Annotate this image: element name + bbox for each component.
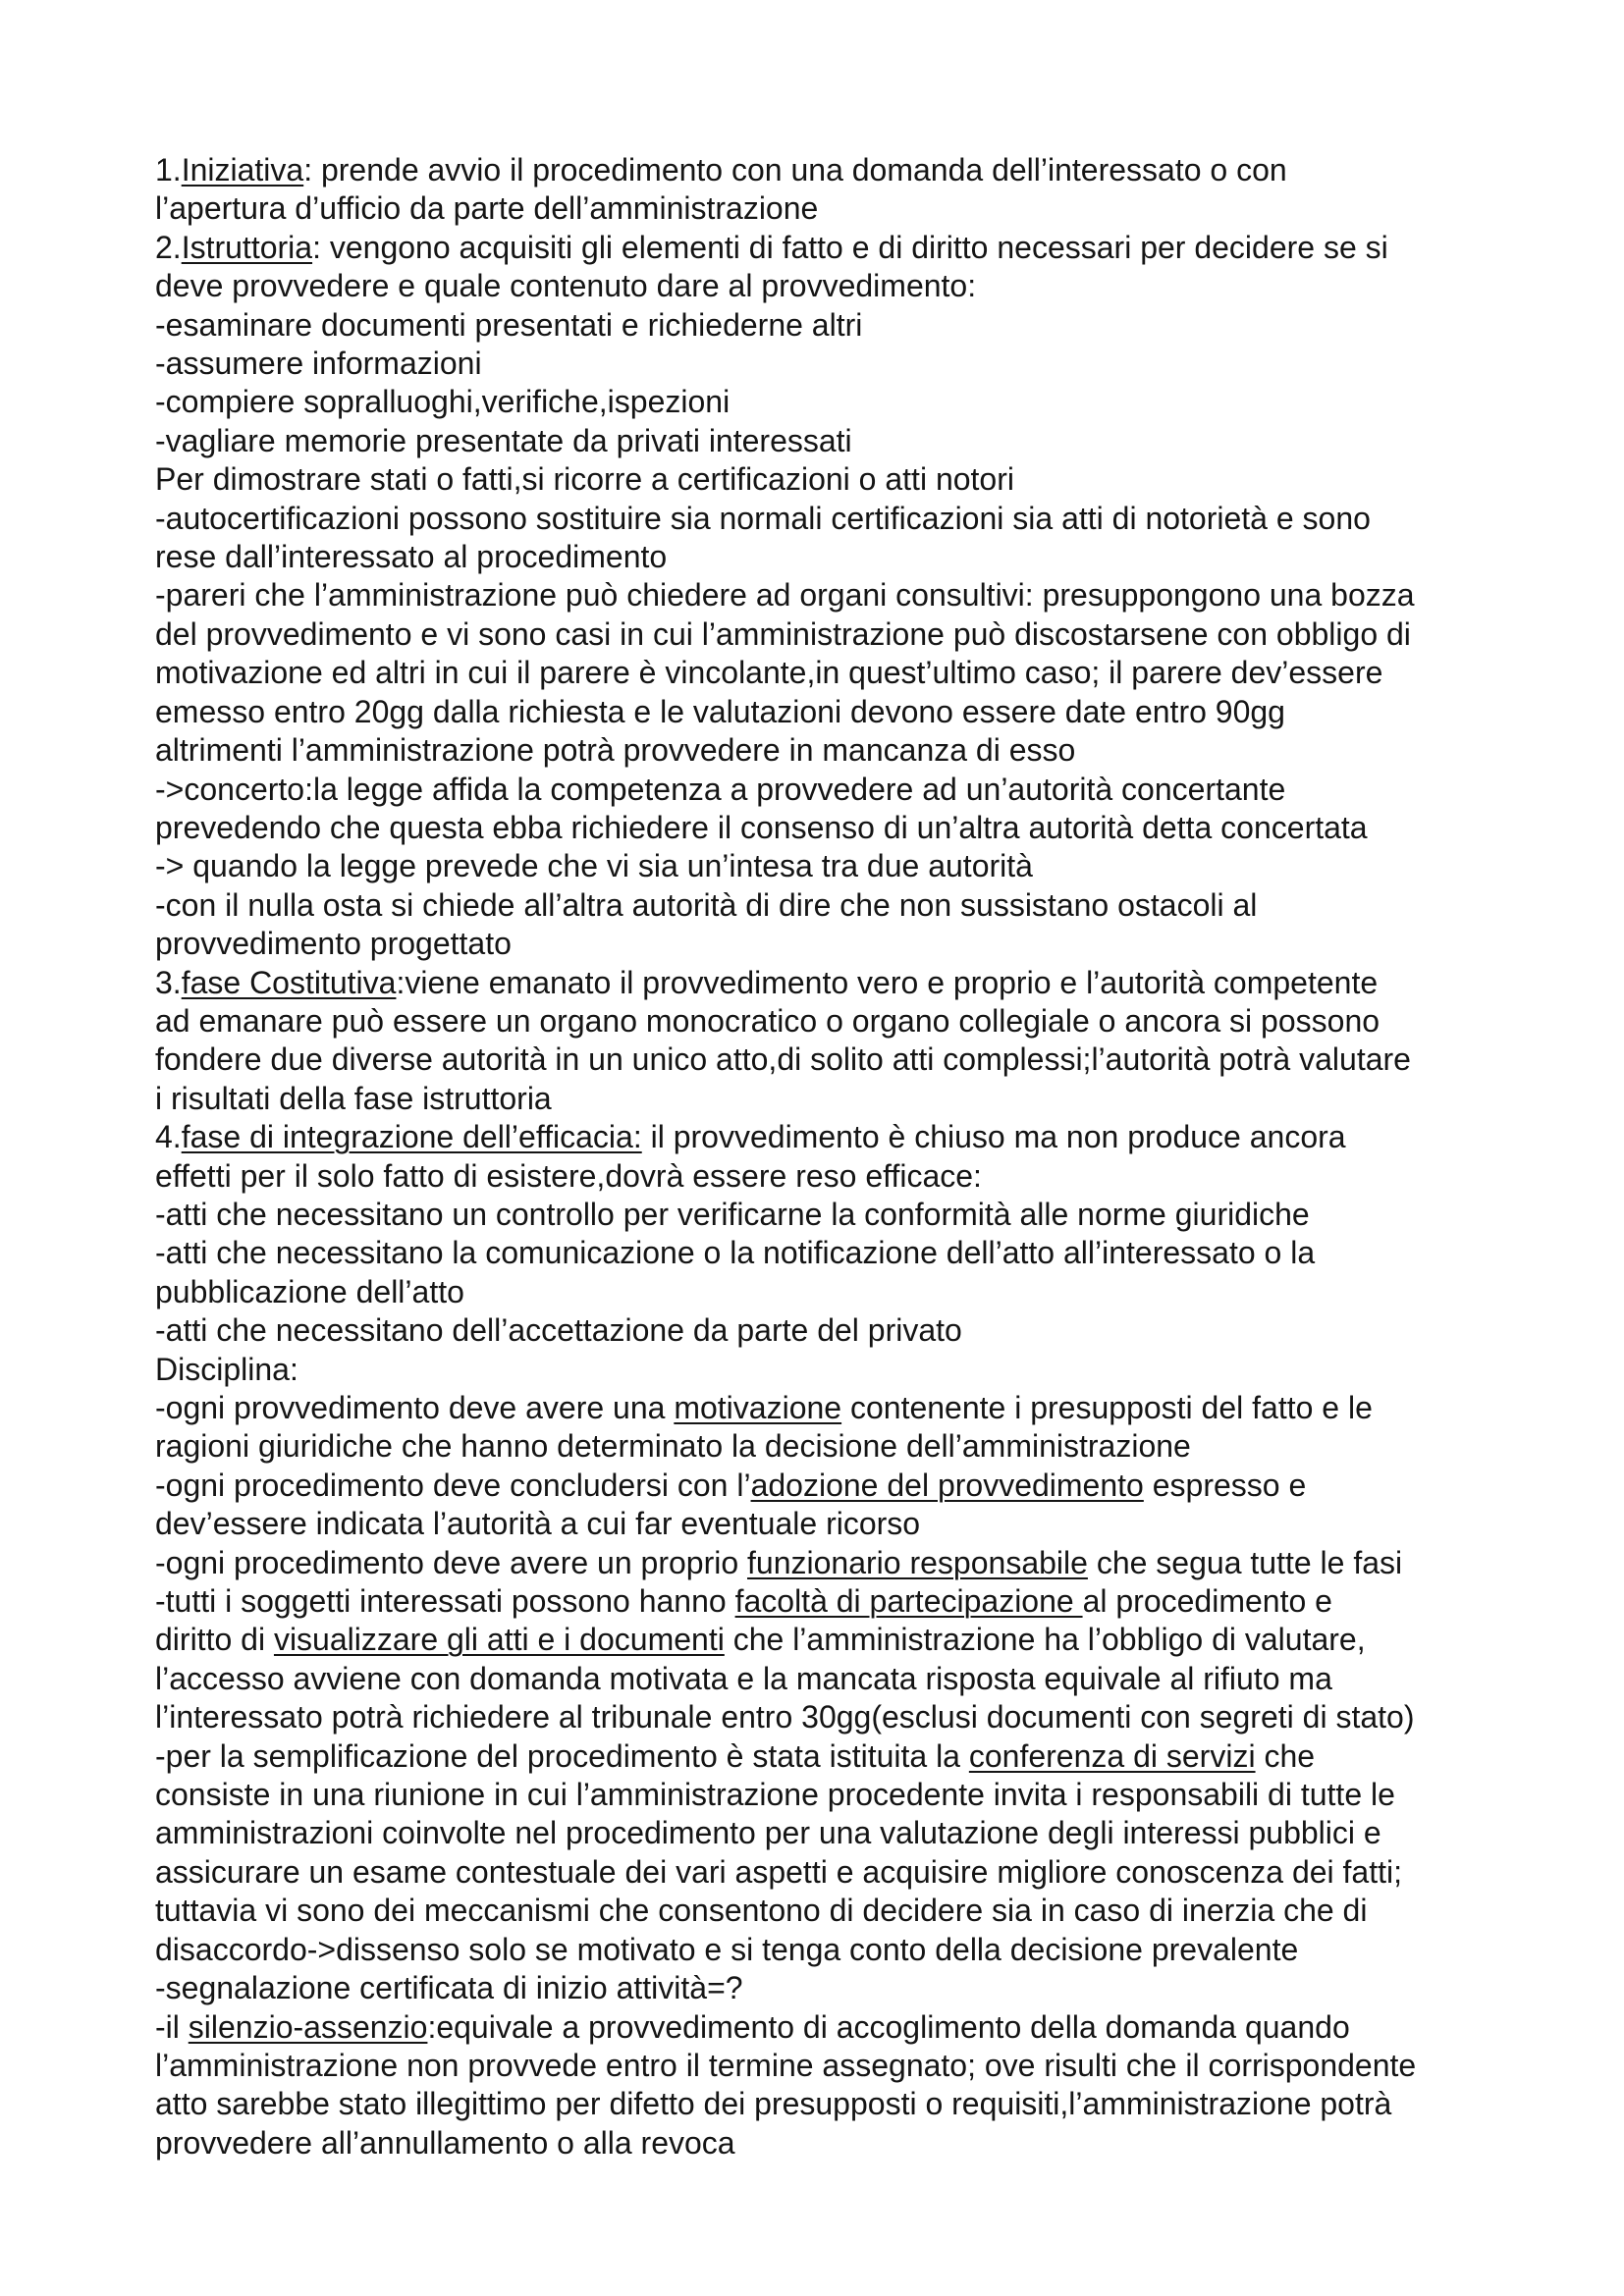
text-line xyxy=(155,1892,1490,1930)
text-segment: -assumere informazioni xyxy=(155,346,482,382)
text-line xyxy=(155,1814,1490,1852)
text-segment: -con il nulla osta si chiede all’altra autorità di dire che non sussistano ostacoli al xyxy=(155,886,1258,923)
text-segment: consiste in una riunione in cui l’amministrazione procedente invita i responsabili di tutte le xyxy=(155,1777,1395,1813)
text-segment: -tutti i soggetti interessati possono hanno xyxy=(155,1583,735,1620)
text-line xyxy=(155,886,1490,925)
text-line xyxy=(155,1776,1490,1814)
text-line xyxy=(155,2008,1490,2047)
text-segment: effetti per il solo fatto di esistere,dovrà essere reso efficace: xyxy=(155,1157,982,1194)
text-segment: -vagliare memorie presentate da privati interessati xyxy=(155,422,852,458)
text-line xyxy=(155,1544,1490,1582)
text-line xyxy=(155,1118,1490,1156)
underlined-term: Istruttoria xyxy=(181,229,313,265)
text-segment: -segnalazione certificata di inizio attività=? xyxy=(155,1970,743,2006)
text-line xyxy=(155,809,1490,847)
text-segment: atto sarebbe stato illegittimo per difetto dei presupposti o requisiti,l’amministrazione potrà xyxy=(155,2086,1392,2122)
text-segment: prevedendo che questa ebba richiedere il consenso di un’altra autorità detta concertata xyxy=(155,809,1368,845)
text-line xyxy=(155,925,1490,963)
text-segment: l’interessato potrà richiedere al tribunale entro 30gg(esclusi documenti con segreti di stato) xyxy=(155,1699,1415,1735)
text-segment: -atti che necessitano dell’accettazione da parte del privato xyxy=(155,1312,962,1349)
text-segment: -esaminare documenti presentati e richiederne altri xyxy=(155,306,863,343)
text-segment: provvedimento progettato xyxy=(155,926,512,962)
text-line xyxy=(155,383,1490,421)
text-segment: il provvedimento è chiuso ma non produce ancora xyxy=(641,1119,1346,1155)
underlined-term: fase di integrazione dell’efficacia: xyxy=(181,1119,642,1155)
text-segment: l’accesso avviene con domanda motivata e la mancata risposta equivale al rifiuto ma xyxy=(155,1660,1332,1696)
text-line xyxy=(155,1351,1490,1389)
text-segment: -pareri che l’amministrazione può chiedere ad organi consultivi: presuppongono una bozza xyxy=(155,577,1415,614)
text-line xyxy=(155,538,1490,576)
text-segment: Per dimostrare stati o fatti,si ricorre a certificazioni o atti notori xyxy=(155,461,1014,498)
text-segment: 3. xyxy=(155,964,182,1000)
text-line xyxy=(155,1467,1490,1505)
text-segment: pubblicazione dell’atto xyxy=(155,1273,464,1309)
text-segment: deve provvedere e quale contenuto dare al provvedimento: xyxy=(155,268,977,304)
text-segment: 4. xyxy=(155,1119,182,1155)
text-segment: amministrazioni coinvolte nel procedimento per una valutazione degli interessi pubblici e xyxy=(155,1815,1381,1851)
underlined-term: adozione del provvedimento xyxy=(750,1467,1144,1503)
text-segment: -atti che necessitano la comunicazione o la notificazione dell’atto all’interessato o la xyxy=(155,1235,1316,1271)
text-line xyxy=(155,306,1490,345)
text-segment: -ogni provvedimento deve avere una xyxy=(155,1390,675,1425)
text-line xyxy=(155,345,1490,383)
text-segment: dev’essere indicata l’autorità a cui far eventuale ricorso xyxy=(155,1506,921,1542)
text-segment: :equivale a provvedimento di accoglimento della domanda quando xyxy=(427,2008,1350,2045)
text-line xyxy=(155,1737,1490,1776)
text-line xyxy=(155,2085,1490,2123)
text-segment: ->concerto:la legge affida la competenza a provvedere ad un’autorità concertante xyxy=(155,771,1286,807)
text-line xyxy=(155,189,1490,228)
text-segment: -atti che necessitano un controllo per verificarne la conformità alle norme giuridiche xyxy=(155,1196,1310,1232)
text-line xyxy=(155,422,1490,460)
underlined-term: motivazione xyxy=(674,1390,842,1425)
text-line xyxy=(155,615,1490,654)
text-line xyxy=(155,1853,1490,1892)
text-segment: l’apertura d’ufficio da parte dell’amministrazione xyxy=(155,190,819,227)
text-segment: : vengono acquisiti gli elementi di fatto e di diritto necessari per decidere se si xyxy=(312,229,1388,265)
underlined-term: funzionario responsabile xyxy=(747,1544,1088,1580)
text-segment: -autocertificazioni possono sostituire sia normali certificazioni sia atti di notorietà e sono xyxy=(155,500,1371,536)
text-segment: emesso entro 20gg dalla richiesta e le valutazioni devono essere date entro 90gg xyxy=(155,693,1285,729)
underlined-term: conferenza di servizi xyxy=(968,1737,1256,1774)
text-line xyxy=(155,1157,1490,1196)
text-line xyxy=(155,654,1490,692)
underlined-term: facoltà di partecipazione xyxy=(734,1583,1083,1620)
text-segment: -il xyxy=(155,2008,189,2045)
text-segment: ad emanare può essere un organo monocratico o organo collegiale o ancora si possono xyxy=(155,1002,1380,1039)
text-line xyxy=(155,151,1490,189)
text-line xyxy=(155,1582,1490,1621)
text-segment: al procedimento e xyxy=(1082,1583,1332,1620)
text-segment: che l’amministrazione ha l’obbligo di valutare, xyxy=(724,1622,1366,1658)
text-segment: fondere due diverse autorità in un unico atto,di solito atti complessi;l’autorità potrà valutare xyxy=(155,1041,1411,1078)
text-line xyxy=(155,229,1490,267)
text-line xyxy=(155,847,1490,885)
text-segment: ragioni giuridiche che hanno determinato la decisione dell’amministrazione xyxy=(155,1428,1191,1465)
text-segment: 1. xyxy=(155,152,182,187)
text-segment: diritto di xyxy=(155,1622,274,1658)
text-segment: altrimenti l’amministrazione potrà provvedere in mancanza di esso xyxy=(155,732,1076,769)
text-line xyxy=(155,1311,1490,1350)
text-line xyxy=(155,1621,1490,1659)
text-segment: disaccordo->dissenso solo se motivato e si tenga conto della decisione prevalente xyxy=(155,1931,1299,1967)
text-line xyxy=(155,1698,1490,1736)
text-segment: contenente i presupposti del fatto e le xyxy=(841,1390,1373,1425)
text-segment: -> quando la legge prevede che vi sia un’intesa tra due autorità xyxy=(155,848,1033,884)
text-line xyxy=(155,267,1490,305)
text-line xyxy=(155,731,1490,770)
text-line xyxy=(155,1427,1490,1466)
underlined-term: Iniziativa xyxy=(181,152,304,187)
text-line xyxy=(155,460,1490,499)
text-line xyxy=(155,1931,1490,1969)
text-line xyxy=(155,500,1490,538)
text-line xyxy=(155,1389,1490,1427)
text-line xyxy=(155,1002,1490,1041)
text-segment: :viene emanato il provvedimento vero e proprio e l’autorità competente xyxy=(396,964,1379,1000)
text-line xyxy=(155,964,1490,1002)
text-segment: che xyxy=(1255,1737,1316,1774)
underlined-term: visualizzare gli atti e i documenti xyxy=(273,1622,725,1658)
text-line xyxy=(155,1505,1490,1543)
text-segment: tuttavia vi sono dei meccanismi che consentono di decidere sia in caso di inerzia che di xyxy=(155,1893,1368,1929)
text-line xyxy=(155,576,1490,614)
document-page xyxy=(155,151,1490,2163)
text-segment: provvedere all’annullamento o alla revoca xyxy=(155,2124,735,2161)
text-line xyxy=(155,1041,1490,1079)
text-segment: rese dall’interessato al procedimento xyxy=(155,539,668,575)
text-line xyxy=(155,1234,1490,1272)
text-line xyxy=(155,2124,1490,2163)
text-segment: motivazione ed altri in cui il parere è vincolante,in quest’ultimo caso; il parere dev’essere xyxy=(155,655,1383,691)
text-line xyxy=(155,2047,1490,2085)
text-segment: assicurare un esame contestuale dei vari aspetti e acquisire migliore conoscenza dei fatti; xyxy=(155,1853,1402,1890)
text-line xyxy=(155,1080,1490,1118)
text-line xyxy=(155,1273,1490,1311)
underlined-term: silenzio-assenzio xyxy=(188,2008,428,2045)
text-line xyxy=(155,1196,1490,1234)
text-line xyxy=(155,693,1490,731)
text-segment: -ogni procedimento deve concludersi con l’ xyxy=(155,1467,751,1503)
text-segment: -per la semplificazione del procedimento è stata istituita la xyxy=(155,1737,969,1774)
text-segment: -ogni procedimento deve avere un proprio xyxy=(155,1544,748,1580)
underlined-term: fase Costitutiva xyxy=(181,964,397,1000)
text-segment: : prende avvio il procedimento con una domanda dell’interessato o con xyxy=(303,152,1287,187)
text-segment: 2. xyxy=(155,229,182,265)
text-segment: i risultati della fase istruttoria xyxy=(155,1080,552,1116)
text-segment: Disciplina: xyxy=(155,1351,298,1387)
text-segment: che segua tutte le fasi xyxy=(1087,1544,1403,1580)
text-segment: espresso e xyxy=(1143,1467,1307,1503)
text-segment: del provvedimento e vi sono casi in cui l’amministrazione può discostarsene con obbligo di xyxy=(155,615,1411,652)
text-line xyxy=(155,771,1490,809)
text-segment: l’amministrazione non provvede entro il termine assegnato; ove risulti che il corrispondente xyxy=(155,2047,1417,2083)
text-line xyxy=(155,1660,1490,1698)
text-line xyxy=(155,1969,1490,2007)
text-segment: -compiere sopralluoghi,verifiche,ispezioni xyxy=(155,384,731,420)
